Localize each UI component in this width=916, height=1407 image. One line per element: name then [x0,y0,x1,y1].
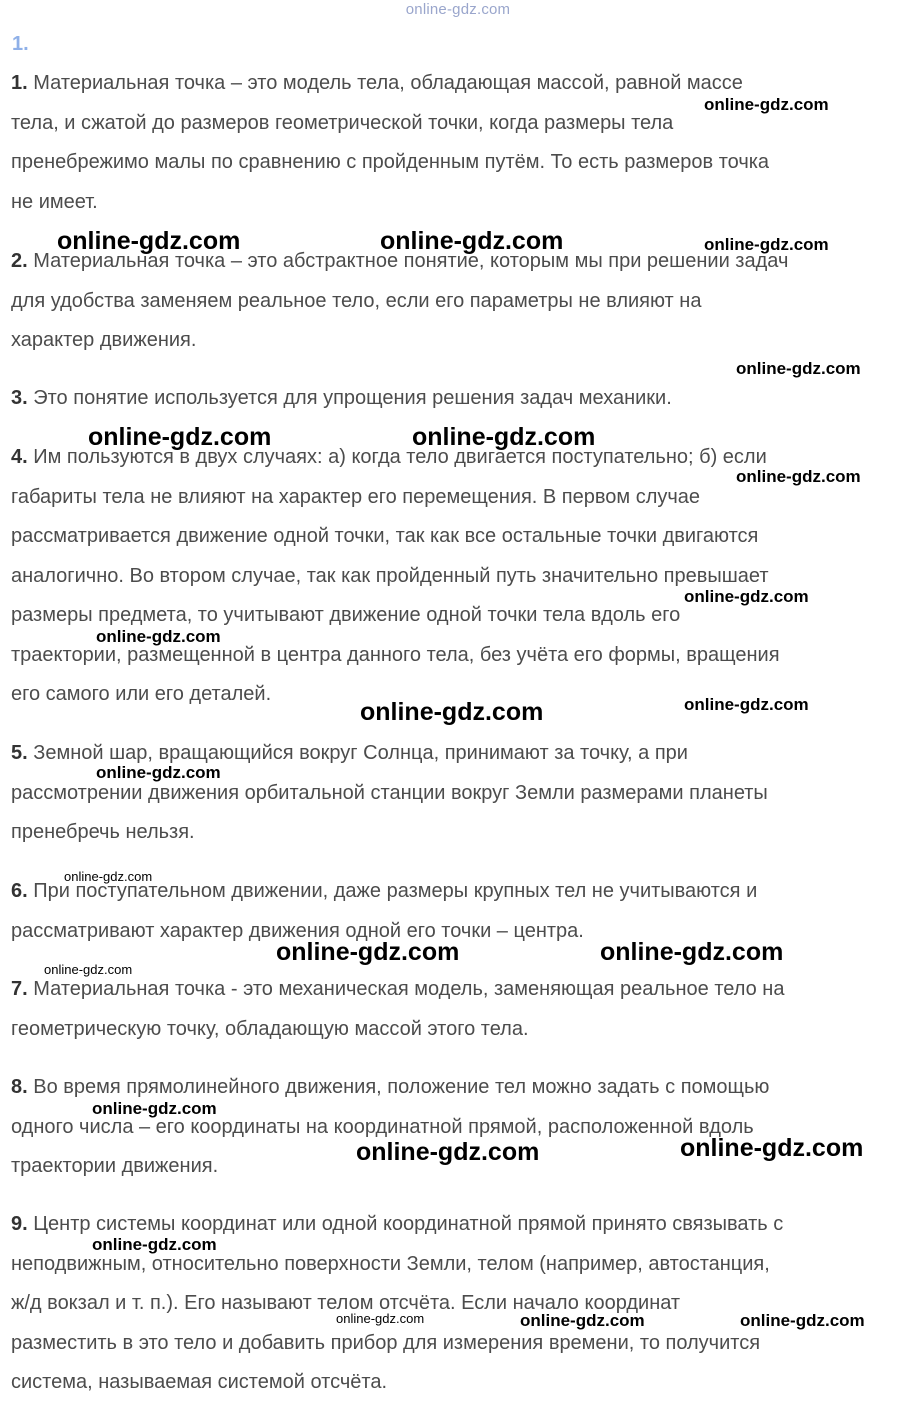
answer-text: Им пользуются в двух случаях: а) когда тело двигается поступательно; б) если [33,446,767,468]
answer-text: Это понятие используется для упрощения решения задач механики. [33,387,672,409]
answer-line: его самого или его деталей. [11,683,272,705]
answer-line: пренебрежимо малы по сравнению с пройденным путём. То есть размеров точка [11,151,770,173]
answer-item-3 [11,379,909,419]
answer-line [11,970,909,1010]
watermark: online-gdz.com [57,227,241,255]
watermark: online-gdz.com [380,227,564,255]
watermark: online-gdz.com [92,1235,217,1254]
watermark: online-gdz.com [360,698,544,726]
answer-item-1 [11,64,909,222]
answer-line: ж/д вокзал и т. п.). Его называют телом отсчёта. Если начало координат [11,1292,681,1314]
answer-line: траектории движения. [11,1155,219,1177]
watermark: online-gdz.com [684,587,809,606]
answer-item-8 [11,1068,909,1187]
answer-line: рассматривают характер движения одной его точки – центра. [11,919,584,942]
item-number: 8. [11,1076,28,1098]
answer-text: Материальная точка - это механическая модель, заменяющая реальное тело на [33,978,785,1000]
answer-text: Материальная точка – это абстрактное понятие, которым мы при решении задач [33,250,789,272]
site-watermark: online-gdz.com [405,1,511,18]
answer-line: аналогично. Во втором случае, так как пройденный путь значительно превышает [11,564,769,587]
answer-item-7 [11,970,909,1049]
watermark: online-gdz.com [684,695,809,714]
item-number: 4. [11,446,28,468]
watermark: online-gdz.com [412,423,596,451]
answer-text: Земной шар, вращающийся вокруг Солнца, принимают за точку, а при [33,742,688,764]
item-number: 3. [11,387,28,409]
watermark: online-gdz.com [740,1311,865,1330]
answer-line [11,379,909,419]
watermark: online-gdz.com [704,95,829,114]
answer-line: рассматривается движение одной точки, так как все остальные точки двигаются [11,525,759,547]
watermark: online-gdz.com [336,1311,425,1326]
watermark: online-gdz.com [736,467,861,486]
watermark: online-gdz.com [680,1134,864,1162]
item-number: 2. [11,250,28,272]
watermark: online-gdz.com [92,1099,217,1118]
item-number: 6. [11,880,28,902]
answer-text: Материальная точка – это модель тела, обладающая массой, равной массе [33,72,743,94]
watermark: online-gdz.com [64,869,153,884]
answer-line: не имеет. [11,190,98,213]
watermark: online-gdz.com [96,763,221,782]
item-number: 9. [11,1213,28,1235]
answer-line: размеры предмета, то учитывают движение одной точки тела вдоль его [11,604,681,626]
answer-line: неподвижным, относительно поверхности Земли, телом (например, автостанция, [11,1252,770,1275]
answer-text: При поступательном движении, даже размеры крупных тел не учитываются и [33,880,758,902]
answer-line: характер движения. [11,329,197,351]
answer-line: рассмотрении движения орбитальной станции вокруг Земли размерами планеты [11,781,768,804]
answer-line: разместить в это тело и добавить прибор для измерения времени, то получится [11,1331,761,1354]
answer-line: пренебречь нельзя. [11,821,195,843]
answer-item-2 [11,242,909,361]
watermark: online-gdz.com [704,235,829,254]
watermark: online-gdz.com [736,359,861,378]
item-number: 5. [11,742,28,764]
watermark: online-gdz.com [600,938,784,966]
answer-item-5 [11,734,909,853]
heading-number: 1. [12,33,29,55]
watermark: online-gdz.com [96,627,221,646]
watermark: online-gdz.com [88,423,272,451]
watermark: online-gdz.com [356,1138,540,1166]
answer-text: Центр системы координат или одной координатной прямой принято связывать с [33,1213,784,1235]
answer-text: Во время прямолинейного движения, положение тел можно задать с помощью [33,1076,770,1098]
answer-line: тела, и сжатой до размеров геометрической точки, когда размеры тела [11,111,674,134]
item-number: 7. [11,978,28,1000]
answer-line: геометрическую точку, обладающую массой этого тела. [11,1017,529,1040]
watermark: online-gdz.com [44,962,133,977]
answer-line: для удобства заменяем реальное тело, если его параметры не влияют на [11,289,702,312]
item-number: 1. [11,72,28,94]
answer-line: траектории, размещенной в центра данного тела, без учёта его формы, вращения [11,643,780,666]
watermark: online-gdz.com [520,1311,645,1330]
answer-line: одного числа – его координаты на координатной прямой, расположенной вдоль [11,1115,754,1138]
answer-line: система, называемая системой отсчёта. [11,1371,387,1393]
answer-line: габариты тела не влияют на характер его перемещения. В первом случае [11,485,701,508]
watermark: online-gdz.com [276,938,460,966]
